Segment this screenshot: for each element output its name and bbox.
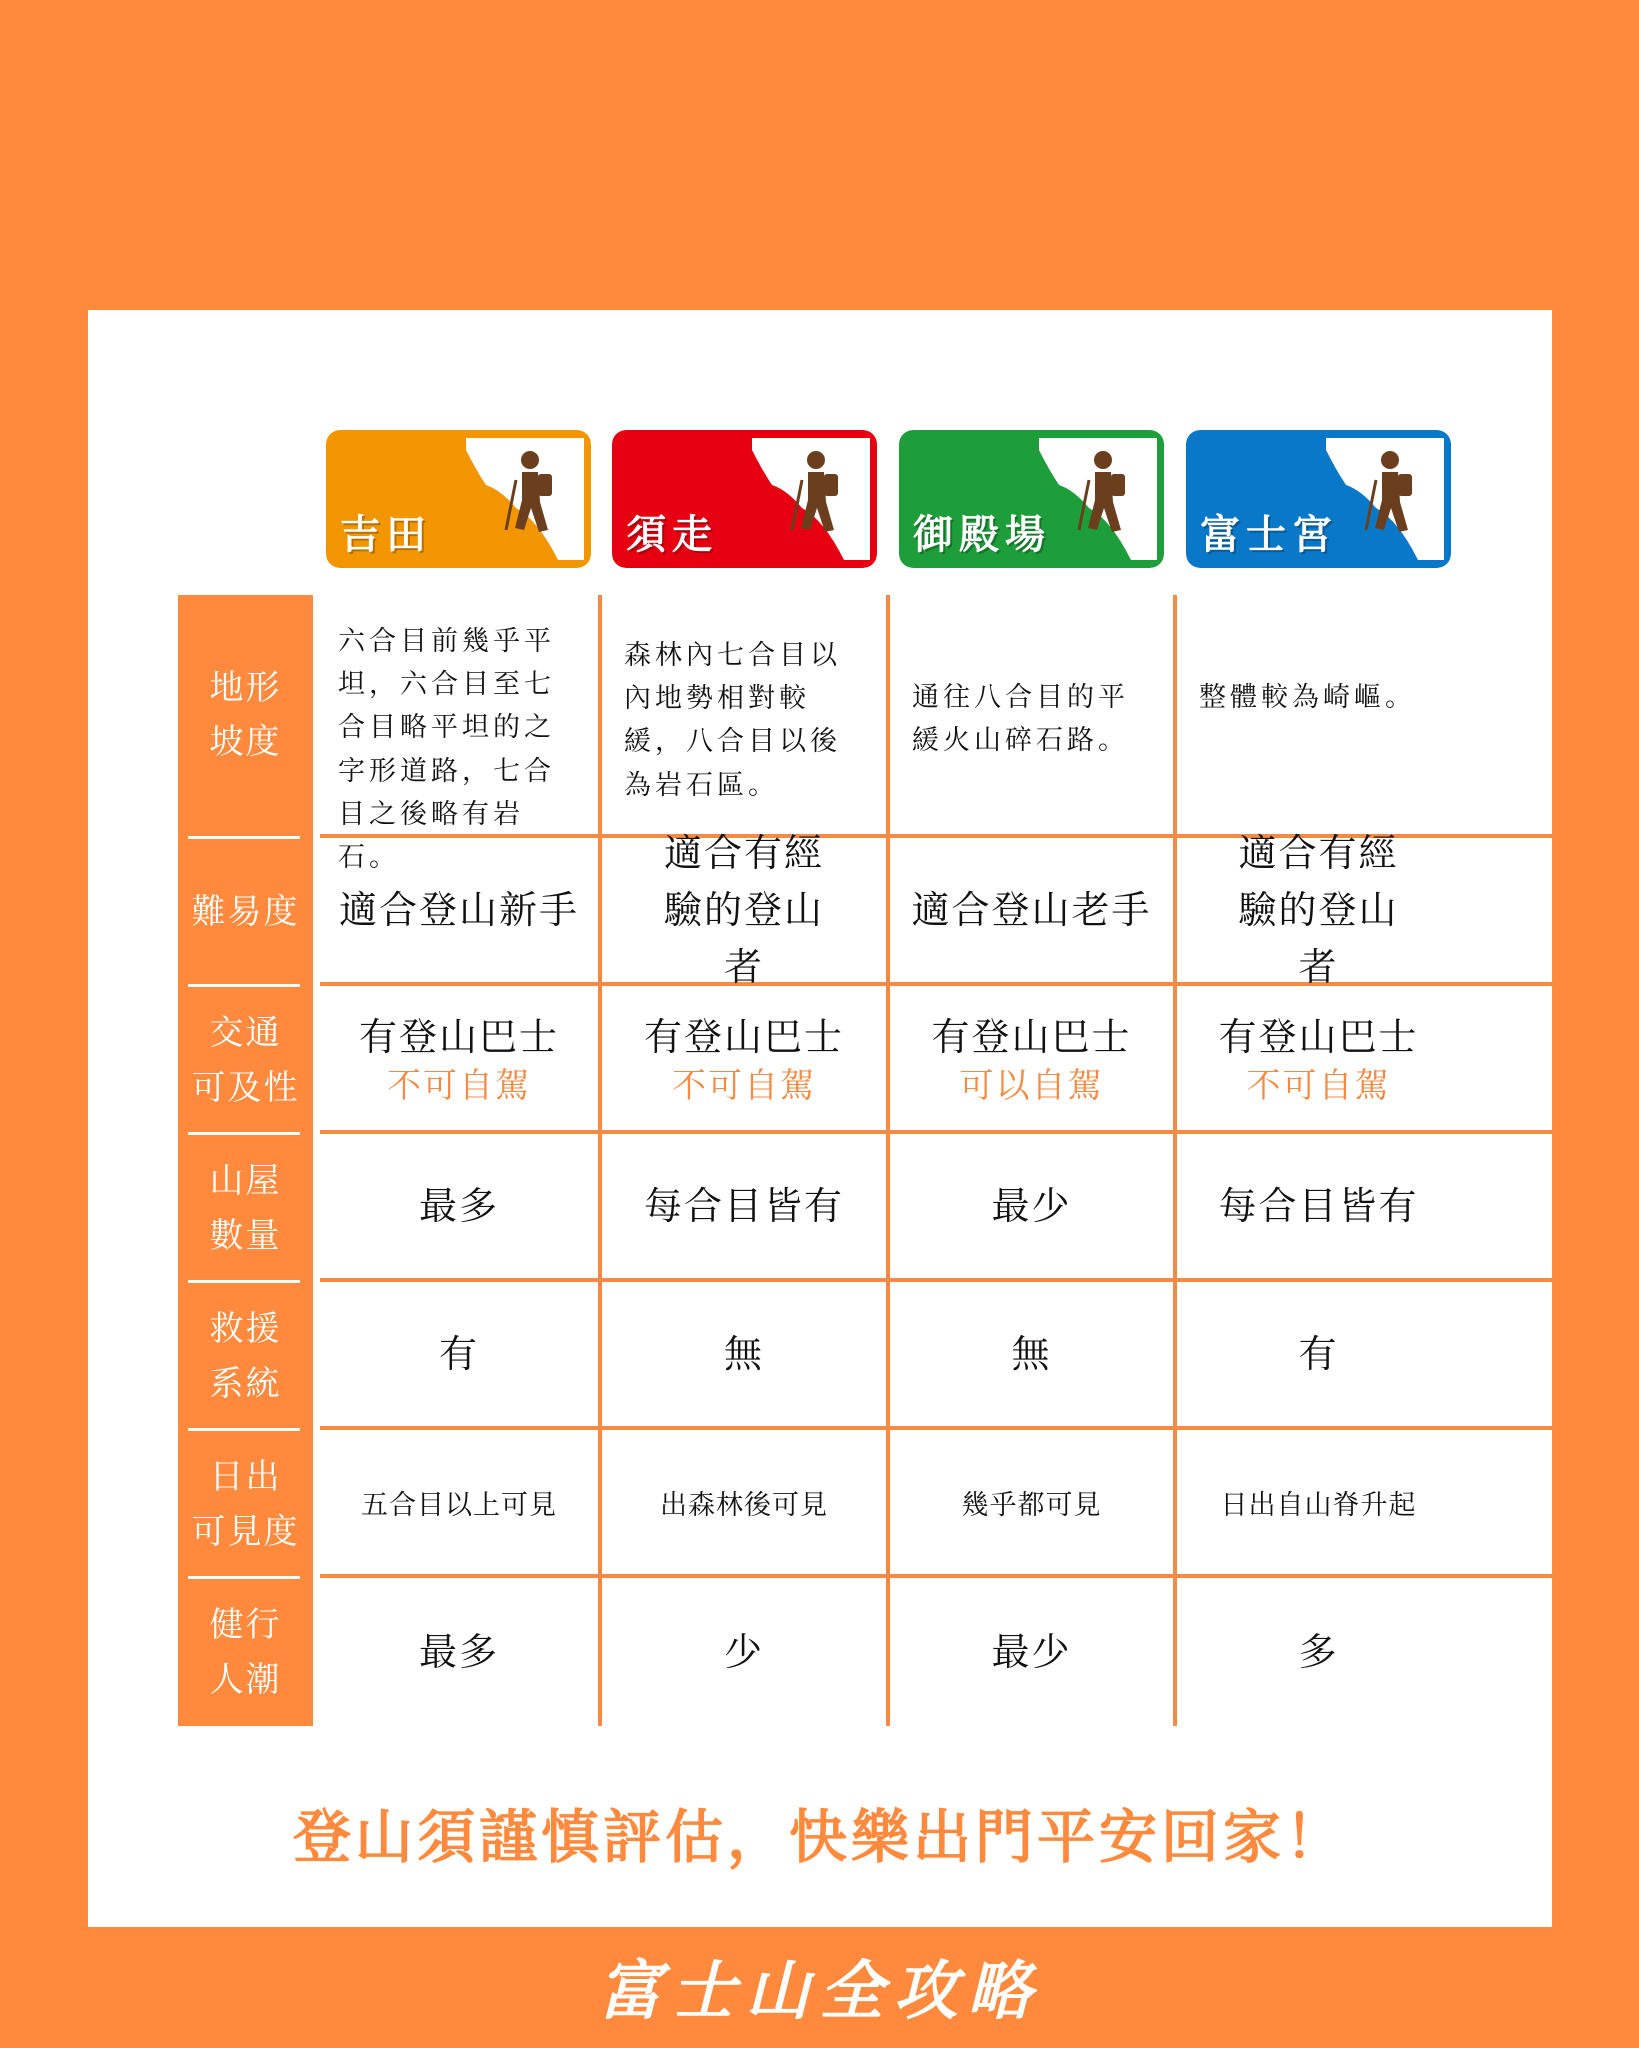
cell-text: 無: [1011, 1331, 1052, 1376]
cell-text: 每合目皆有: [643, 1183, 844, 1228]
table-cell: 整體較為崎嶇。: [1199, 682, 1416, 713]
trail-name: 御殿場: [913, 512, 1051, 558]
cell-subtext: 不可自駕: [1246, 1066, 1391, 1107]
cell-text: 適合有經驗的登山者: [1238, 830, 1399, 989]
content-panel: [88, 310, 1552, 1927]
cell-subtext: 不可自駕: [672, 1066, 816, 1107]
label-divider: [188, 1132, 300, 1135]
cell-text: 有: [1298, 1331, 1339, 1376]
table-cell: [602, 986, 886, 1130]
row-label-difficulty: 難易度: [191, 892, 300, 933]
cell-text: 無: [723, 1331, 764, 1376]
table-cell: 森林內七合目以內地勢相對較緩，八合目以後為岩石區。: [624, 640, 841, 801]
row-label-terrain: 地形 坡度: [209, 667, 282, 762]
cell-text: 有登山巴士: [358, 1015, 559, 1060]
cell-text: 有: [438, 1331, 479, 1376]
table-cell: [1177, 986, 1460, 1130]
table-cell: [1177, 1430, 1460, 1574]
cell-text: 幾乎都可見: [961, 1489, 1102, 1521]
footer-title: 富士山全攻略: [597, 1955, 1042, 2029]
cell-subtext: 可以自駕: [959, 1066, 1104, 1107]
trail-badge-gotemba: [899, 430, 1164, 568]
table-cell: [320, 986, 598, 1130]
table-cell: [602, 830, 886, 989]
label-divider: [188, 836, 300, 839]
table-cell: [890, 1430, 1173, 1574]
cell-text: 出森林後可見: [660, 1489, 828, 1521]
table-cell: [890, 1134, 1173, 1278]
row-label-access: 交通 可及性: [191, 1013, 300, 1108]
table-cell: 通往八合目的平緩火山碎石路。: [912, 682, 1129, 757]
cell-text: 適合登山新手: [338, 887, 579, 932]
table-cell: [1177, 1578, 1460, 1726]
table-cell: [890, 1282, 1173, 1426]
label-divider: [188, 1576, 300, 1579]
cell-text: 有登山巴士: [931, 1015, 1132, 1060]
cell-text: 最多: [418, 1183, 499, 1228]
cell-text: 日出自山脊升起: [1220, 1489, 1417, 1521]
table-cell: [1177, 1282, 1460, 1426]
row-label-sunrise: 日出 可見度: [191, 1457, 300, 1552]
row-label-rescue: 救援 系統: [209, 1309, 282, 1404]
cell-text: 適合有經驗的登山者: [663, 830, 824, 989]
table-cell: [320, 1430, 598, 1574]
safety-motto: 登山須謹慎評估，快樂出門平安回家！: [292, 1803, 1347, 1871]
trail-badge-yoshida: [326, 430, 591, 568]
cell-text: 有登山巴士: [643, 1015, 844, 1060]
table-cell: [1177, 1134, 1460, 1278]
cell-text: 有登山巴士: [1218, 1015, 1419, 1060]
trail-badge-subashiri: [612, 430, 877, 568]
cell-text: 最少: [991, 1183, 1072, 1228]
cell-text: 最少: [991, 1629, 1072, 1674]
table-cell: 六合目前幾乎平坦，六合目至七合目略平坦的之字形道路，七合目之後略有岩石。: [338, 626, 555, 873]
table-cell: [602, 1134, 886, 1278]
label-divider: [188, 984, 300, 987]
table-cell: [890, 1578, 1173, 1726]
table-cell: [320, 838, 598, 982]
table-cell: [602, 1430, 886, 1574]
trail-badge-fujinomiya: [1186, 430, 1451, 568]
row-label-column: [178, 595, 313, 1726]
table-cell: [1177, 830, 1460, 989]
cell-text: 少: [723, 1629, 764, 1674]
cell-text: 五合目以上可見: [361, 1489, 557, 1521]
cell-text: 最多: [418, 1629, 499, 1674]
cell-text: 每合目皆有: [1218, 1183, 1419, 1228]
row-label-crowds: 健行 人潮: [209, 1605, 282, 1700]
cell-subtext: 不可自駕: [387, 1066, 531, 1107]
cell-text: 適合登山老手: [911, 887, 1152, 932]
trail-name: 富士宮: [1200, 512, 1338, 558]
table-cell: [320, 1578, 598, 1726]
table-cell: [320, 1134, 598, 1278]
label-divider: [188, 1428, 300, 1431]
trail-name: 吉田: [340, 512, 432, 558]
cell-text: 多: [1298, 1629, 1339, 1674]
table-cell: [602, 1578, 886, 1726]
trail-name: 須走: [626, 512, 718, 558]
table-cell: [320, 1282, 598, 1426]
label-divider: [188, 1280, 300, 1283]
table-cell: [890, 986, 1173, 1130]
table-cell: [602, 1282, 886, 1426]
row-label-huts: 山屋 數量: [209, 1161, 282, 1256]
table-cell: [890, 838, 1173, 982]
